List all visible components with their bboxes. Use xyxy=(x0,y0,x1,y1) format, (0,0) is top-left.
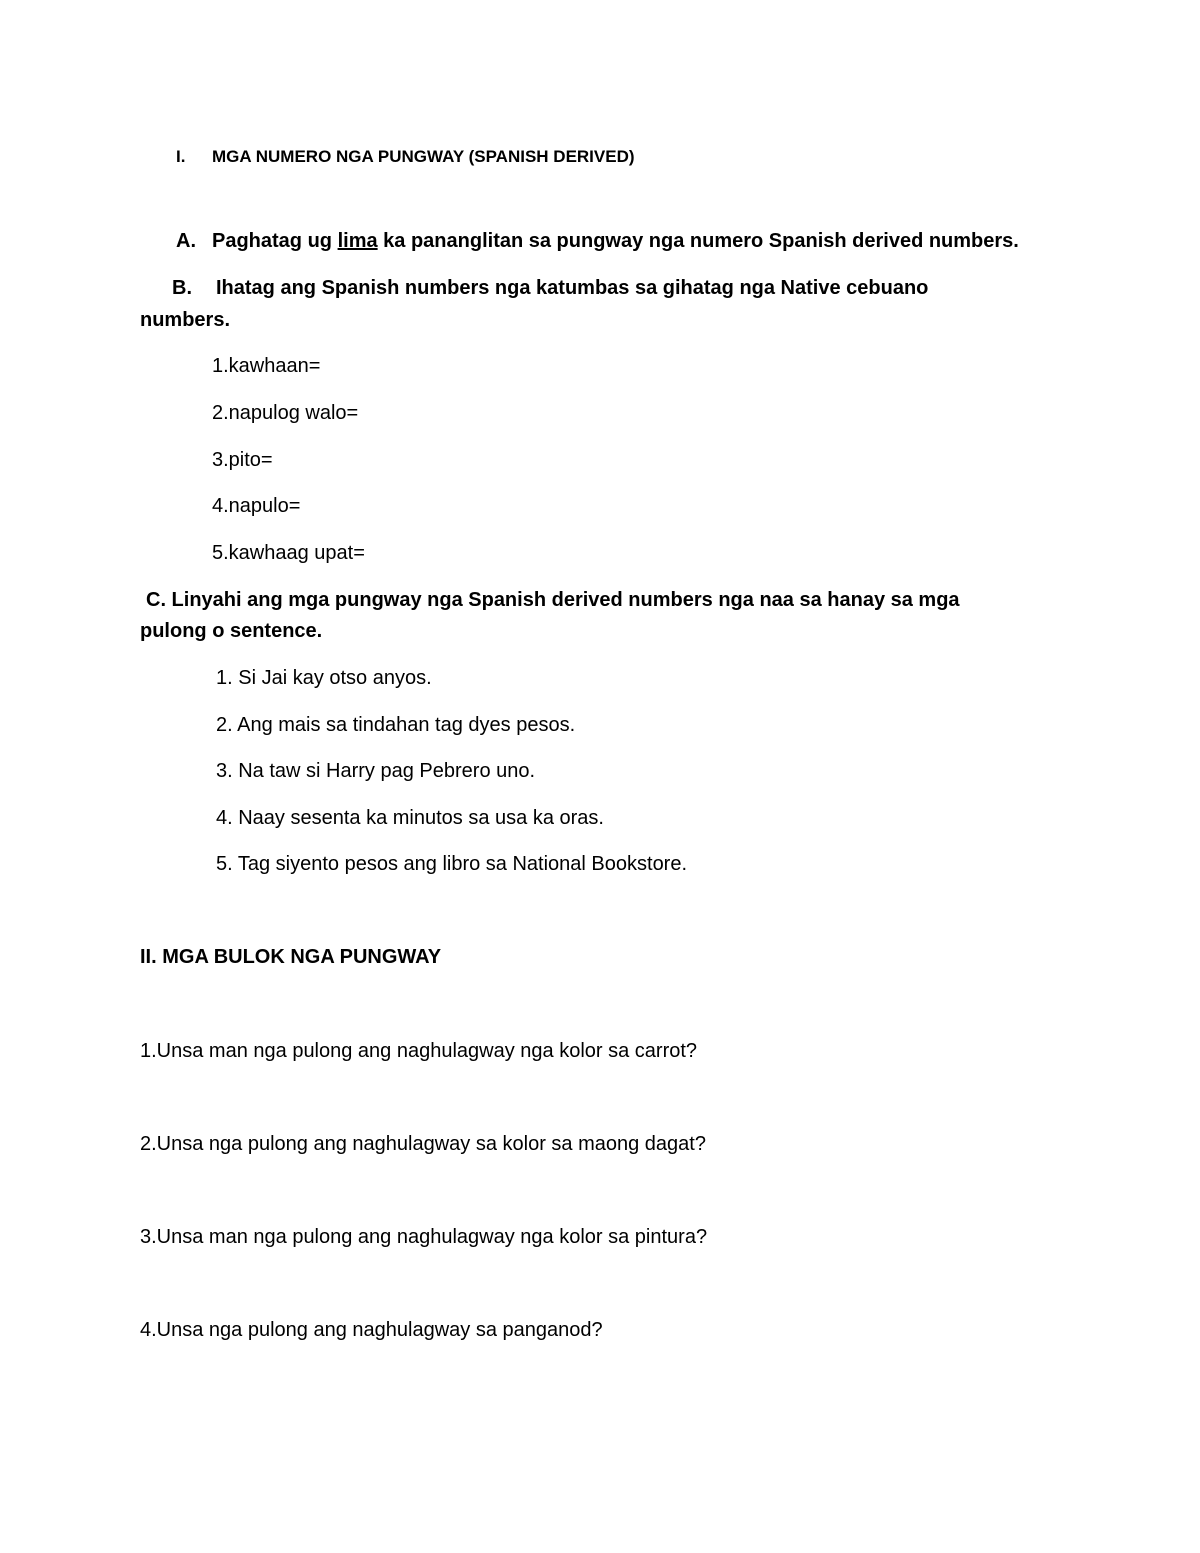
part-b-item: 3.pito= xyxy=(212,449,273,471)
part-c-sentence: 5. Tag siyento pesos ang libro sa National Bookstore. xyxy=(216,853,688,875)
part-a-marker: A. xyxy=(176,230,196,252)
section-1-title: MGA NUMERO NGA PUNGWAY (SPANISH DERIVED) xyxy=(212,147,635,166)
section-2-question: 2.Unsa nga pulong ang naghulagway sa kolor sa maong dagat? xyxy=(140,1133,706,1155)
part-a-text-before: Paghatag ug xyxy=(212,230,338,252)
part-c-instruction-line-2: pulong o sentence. xyxy=(140,620,323,642)
part-b-instruction-line-1 xyxy=(172,276,928,300)
section-2-question: 1.Unsa man nga pulong ang naghulagway nga kolor sa carrot? xyxy=(140,1040,698,1062)
part-b-marker: B. xyxy=(172,277,192,299)
part-c-sentence: 2. Ang mais sa tindahan tag dyes pesos. xyxy=(216,714,576,736)
part-b-item: 4.napulo= xyxy=(212,495,301,517)
section-2-heading: II. MGA BULOK NGA PUNGWAY xyxy=(140,946,442,968)
section-2-question: 4.Unsa nga pulong ang naghulagway sa panganod? xyxy=(140,1319,603,1341)
section-1-marker: I. xyxy=(176,147,186,166)
part-b-item: 2.napulog walo= xyxy=(212,402,359,424)
part-b-instruction-line-2: numbers. xyxy=(140,309,231,331)
part-a-instruction xyxy=(176,229,1019,253)
section-1-heading xyxy=(176,145,635,169)
part-a-text-after: ka pananglitan sa pungway nga numero Spanish derived numbers. xyxy=(377,230,1019,252)
part-c-instruction-line-1: C. Linyahi ang mga pungway nga Spanish derived numbers nga naa sa hanay sa mga xyxy=(146,589,960,611)
part-a-underlined-word: lima xyxy=(337,230,378,252)
part-b-line-1-text: Ihatag ang Spanish numbers nga katumbas sa gihatag nga Native cebuano xyxy=(216,277,929,299)
part-c-sentence: 4. Naay sesenta ka minutos sa usa ka oras. xyxy=(216,807,604,829)
part-b-item: 1.kawhaan= xyxy=(212,355,321,377)
section-2-question: 3.Unsa man nga pulong ang naghulagway nga kolor sa pintura? xyxy=(140,1226,708,1248)
part-c-sentence: 3. Na taw si Harry pag Pebrero uno. xyxy=(216,760,536,782)
part-b-item: 5.kawhaag upat= xyxy=(212,542,365,564)
part-c-sentence: 1. Si Jai kay otso anyos. xyxy=(216,667,432,689)
